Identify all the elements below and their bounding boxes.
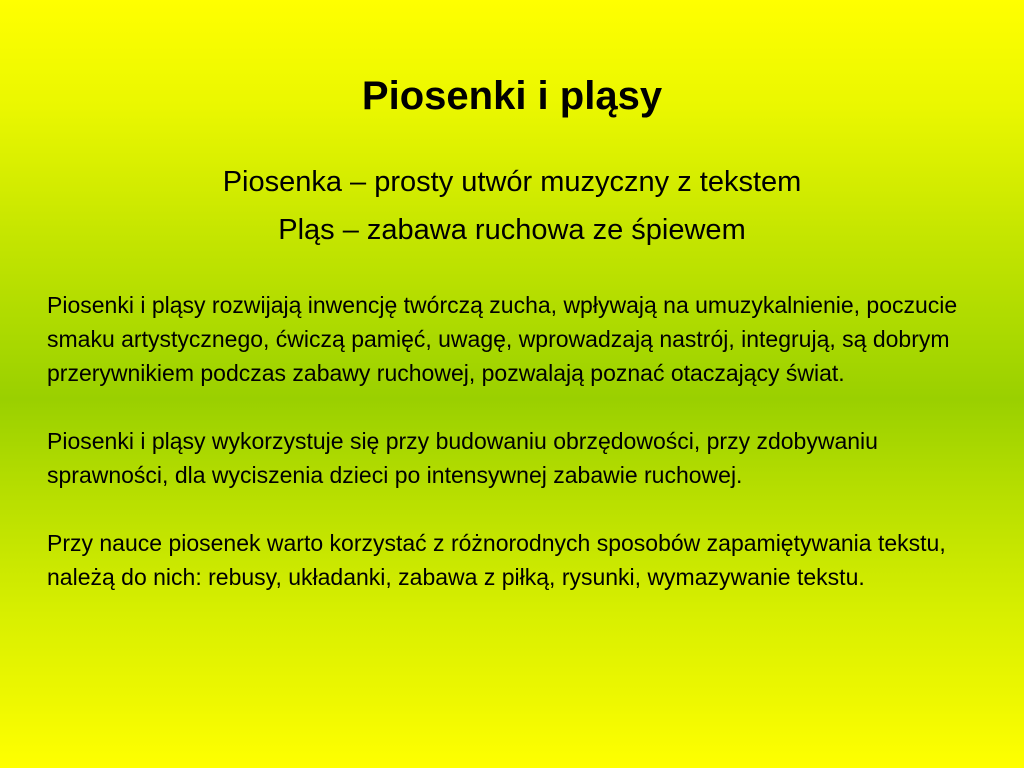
paragraph-learning: Przy nauce piosenek warto korzystać z różnorodnych sposobów zapamiętywania tekstu, należą do nich: rebusy, układanki, zabawa z piłką, rysunki, wymazywanie tekstu. [47, 530, 946, 590]
paragraph-benefits: Piosenki i pląsy rozwijają inwencję twórczą zucha, wpływają na umuzykalnienie, poczucie smaku artystycznego, ćwiczą pamięć, uwagę, wprowadzają nastrój, integrują, są dobrym przerywnikiem podczas zabawy ruchowej, pozwalają poznać otaczający świat. [47, 292, 958, 386]
definition-piosenka: Piosenka – prosty utwór muzyczny z tekstem [222, 166, 802, 198]
slide-title: Piosenki i pląsy [361, 74, 663, 118]
paragraph-usage: Piosenki i pląsy wykorzystuje się przy budowaniu obrzędowości, przy zdobywaniu sprawności, dla wyciszenia dzieci po intensywnej zabawie ruchowej. [47, 428, 878, 488]
body-text [47, 288, 987, 628]
definition-plas: Pląs – zabawa ruchowa ze śpiewem [278, 214, 746, 246]
definitions [0, 158, 1024, 254]
